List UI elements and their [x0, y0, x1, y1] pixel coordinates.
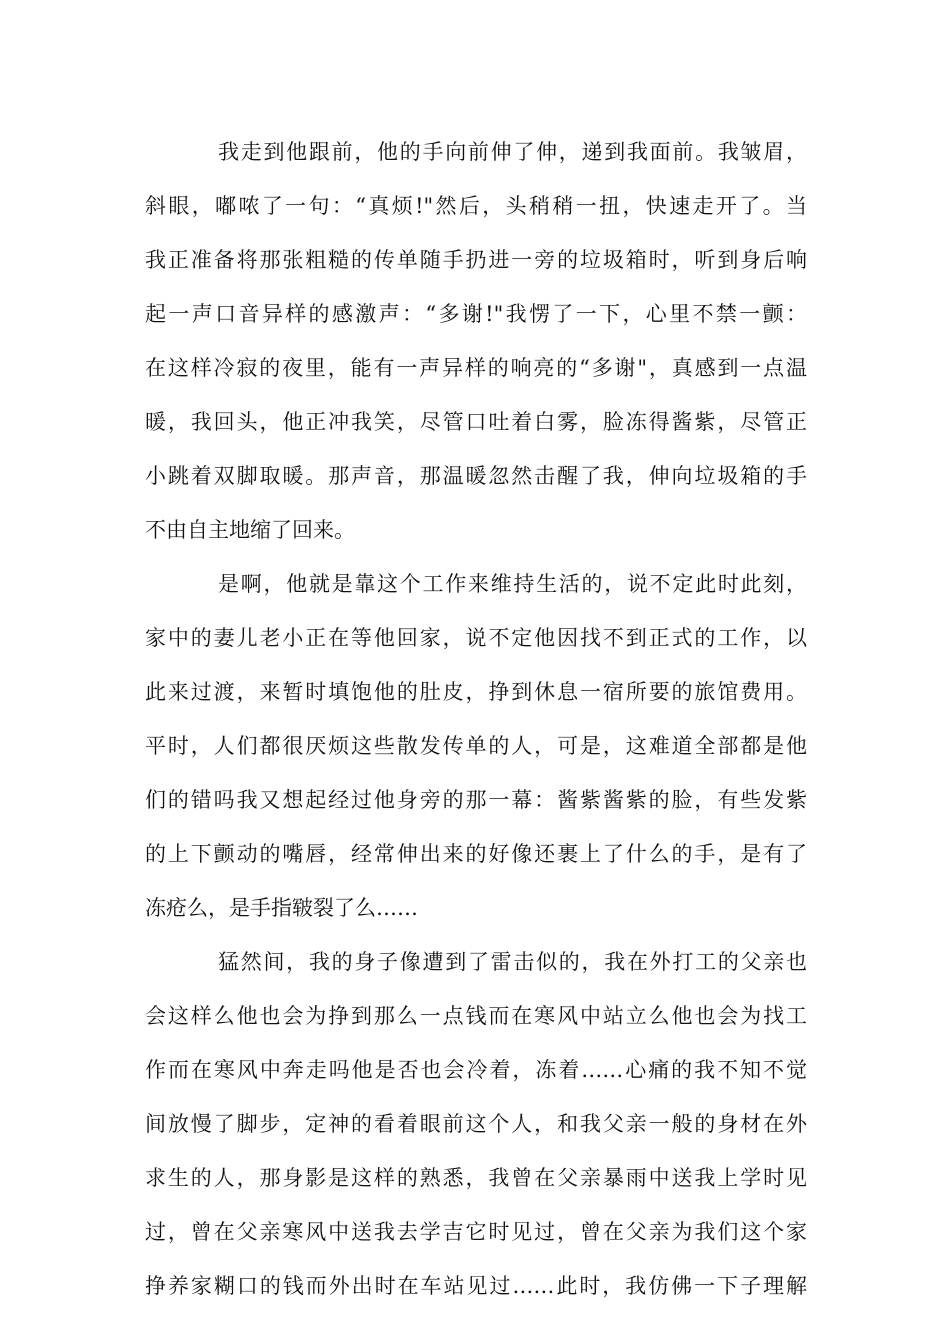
text-line: 作而在寒风中奔走吗他是否也会冷着，冻着……心痛的我不知不觉	[145, 1058, 807, 1082]
text-line: 我走到他跟前，他的手向前伸了伸，递到我面前。我皱眉，	[218, 140, 807, 164]
text-line: 在这样冷寂的夜里，能有一声异样的响亮的“多谢"，真感到一点温	[145, 356, 807, 380]
text-line: 家中的妻儿老小正在等他回家，说不定他因找不到正式的工作，以	[145, 626, 807, 650]
text-line: 过，曾在父亲寒风中送我去学吉它时见过，曾在父亲为我们这个家	[145, 1220, 807, 1244]
text-line: 暖，我回头，他正冲我笑，尽管口吐着白雾，脸冻得酱紫，尽管正	[145, 410, 807, 434]
text-line: 的上下颤动的嘴唇，经常伸出来的好像还裹上了什么的手，是有了	[145, 842, 807, 866]
text-line: 小跳着双脚取暖。那声音，那温暖忽然击醒了我，伸向垃圾箱的手	[145, 464, 807, 488]
text-line: 们的错吗我又想起经过他身旁的那一幕：酱紫酱紫的脸，有些发紫	[145, 788, 807, 812]
text-line: 我正准备将那张粗糙的传单随手扔进一旁的垃圾箱时，听到身后响	[145, 248, 807, 272]
document-body	[145, 130, 807, 1318]
text-line: 会这样么他也会为挣到那么一点钱而在寒风中站立么他也会为找工	[145, 1004, 807, 1028]
text-line: 平时，人们都很厌烦这些散发传单的人，可是，这难道全部都是他	[145, 734, 807, 758]
text-line: 求生的人，那身影是这样的熟悉，我曾在父亲暴雨中送我上学时见	[145, 1166, 807, 1190]
text-line: 斜眼，嘟哝了一句：“真烦!"然后，头稍稍一扭，快速走开了。当	[145, 194, 807, 218]
paragraph-1	[145, 130, 807, 562]
text-line: 猛然间，我的身子像遭到了雷击似的，我在外打工的父亲也	[218, 950, 807, 974]
text-line: 挣养家糊口的钱而外出时在车站见过……此时，我仿佛一下子理解	[145, 1274, 807, 1298]
paragraph-3	[145, 940, 807, 1318]
text-line: 是啊，他就是靠这个工作来维持生活的，说不定此时此刻，	[218, 572, 807, 596]
paragraph-2	[145, 562, 807, 940]
text-line: 不由自主地缩了回来。	[145, 518, 355, 542]
text-line: 此来过渡，来暂时填饱他的肚皮，挣到休息一宿所要的旅馆费用。	[145, 680, 807, 704]
text-line: 起一声口音异样的感激声：“多谢!"我愣了一下，心里不禁一颤：	[145, 302, 807, 326]
text-line: 间放慢了脚步，定神的看着眼前这个人，和我父亲一般的身材在外	[145, 1112, 807, 1136]
text-line: 冻疮么，是手指皲裂了么……	[145, 896, 418, 920]
